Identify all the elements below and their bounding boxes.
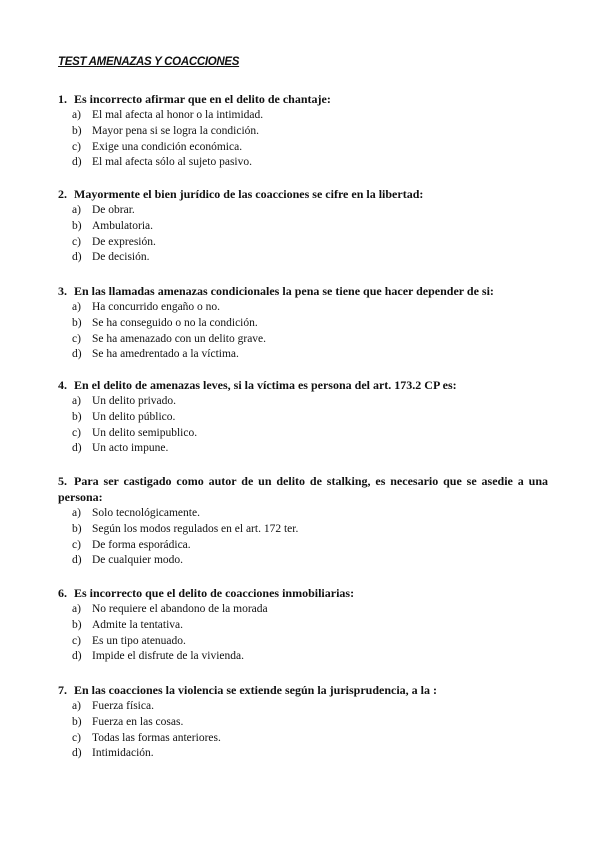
option-letter: c)	[72, 731, 81, 744]
option-text: Todas las formas anteriores.	[92, 731, 221, 744]
option-text: Ambulatoria.	[92, 219, 153, 232]
option-list	[58, 699, 548, 762]
question-number: 7.	[58, 683, 67, 697]
option-a	[58, 394, 548, 410]
option-d	[58, 553, 548, 569]
option-text: El mal afecta sólo al sujeto pasivo.	[92, 156, 252, 169]
page-title: TEST AMENAZAS Y COACCIONES	[58, 56, 240, 68]
option-text: Un delito semipublico.	[92, 426, 198, 439]
option-b	[58, 618, 548, 634]
question-text	[58, 682, 548, 698]
option-letter: c)	[72, 332, 81, 345]
question-label: Es incorrecto afirmar que en el delito de chantaje:	[74, 92, 331, 106]
option-letter: c)	[72, 426, 81, 439]
option-letter: a)	[72, 204, 81, 216]
question-label: En el delito de amenazas leves, si la víctima es persona del art. 173.2 CP es:	[74, 378, 457, 392]
option-text: Se ha amenazado con un delito grave.	[92, 332, 267, 345]
option-letter: d)	[72, 442, 82, 455]
question-text	[58, 473, 548, 505]
question-text	[58, 377, 548, 393]
option-letter: b)	[72, 410, 82, 423]
option-letter: b)	[72, 618, 82, 631]
option-letter: d)	[72, 650, 82, 663]
option-text: Según los modos regulados en el art. 172 ter.	[92, 522, 299, 535]
option-text: De forma esporádica.	[92, 538, 191, 551]
question-number: 1.	[58, 92, 67, 106]
question-1	[58, 91, 548, 171]
option-text: Un delito privado.	[92, 395, 176, 407]
option-letter: b)	[72, 124, 82, 137]
option-list	[58, 300, 548, 363]
option-text: Se ha amedrentado a la víctima.	[92, 348, 239, 361]
option-a	[58, 300, 548, 316]
option-list	[58, 108, 548, 171]
option-text: Admite la tentativa.	[92, 618, 184, 631]
option-letter: a)	[72, 603, 81, 615]
question-number: 5.	[58, 474, 67, 488]
question-label: En las coacciones la violencia se extiende según la jurisprudencia, a la :	[74, 683, 437, 697]
option-c	[58, 235, 548, 251]
option-text: Un acto impune.	[92, 442, 169, 455]
option-d	[58, 347, 548, 363]
option-c	[58, 634, 548, 650]
option-c	[58, 140, 548, 156]
question-6	[58, 585, 548, 665]
option-letter: b)	[72, 316, 82, 329]
option-text: Fuerza física.	[92, 700, 154, 712]
option-letter: a)	[72, 301, 81, 313]
question-number: 3.	[58, 284, 67, 298]
question-2	[58, 186, 548, 266]
option-letter: b)	[72, 715, 82, 728]
option-text: Exige una condición económica.	[92, 140, 243, 153]
option-a	[58, 108, 548, 124]
option-letter: a)	[72, 395, 81, 407]
option-letter: c)	[72, 538, 81, 551]
option-a	[58, 203, 548, 219]
question-text	[58, 186, 548, 202]
option-text: De expresión.	[92, 235, 156, 248]
option-a	[58, 699, 548, 715]
option-text: Intimidación.	[92, 747, 154, 760]
option-text: Fuerza en las cosas.	[92, 715, 184, 728]
question-label: En las llamadas amenazas condicionales la pena se tiene que hacer depender de si:	[74, 284, 494, 298]
question-number: 4.	[58, 378, 67, 392]
question-label: Para ser castigado como autor de un delito de stalking, es necesario que se asedie a una persona:	[58, 474, 548, 504]
option-list	[58, 602, 548, 665]
option-letter: b)	[72, 219, 82, 232]
option-c	[58, 426, 548, 442]
question-number: 6.	[58, 586, 67, 600]
option-text: Impide el disfrute de la vivienda.	[92, 650, 245, 663]
option-d	[58, 746, 548, 762]
option-letter: d)	[72, 554, 82, 567]
option-b	[58, 522, 548, 538]
option-b	[58, 124, 548, 140]
option-a	[58, 506, 548, 522]
question-text	[58, 585, 548, 601]
option-letter: a)	[72, 700, 81, 712]
option-text: Mayor pena si se logra la condición.	[92, 124, 260, 137]
option-list	[58, 394, 548, 457]
question-5	[58, 473, 548, 569]
question-label: Es incorrecto que el delito de coacciones inmobiliarias:	[74, 586, 355, 600]
question-label: Mayormente el bien jurídico de las coacciones se cifre en la libertad:	[74, 187, 424, 201]
option-letter: d)	[72, 747, 82, 760]
question-text	[58, 91, 548, 107]
option-list	[58, 506, 548, 569]
option-text: Solo tecnológicamente.	[92, 507, 200, 519]
question-4	[58, 377, 548, 457]
question-text	[58, 283, 548, 299]
option-b	[58, 715, 548, 731]
question-7	[58, 682, 548, 762]
option-letter: a)	[72, 109, 81, 121]
option-letter: d)	[72, 251, 82, 264]
question-number: 2.	[58, 187, 67, 201]
option-a	[58, 602, 548, 618]
option-letter: c)	[72, 634, 81, 647]
option-text: El mal afecta al honor o la intimidad.	[92, 109, 264, 121]
option-letter: d)	[72, 348, 82, 361]
option-text: Un delito público.	[92, 410, 176, 423]
option-text: De cualquier modo.	[92, 554, 184, 567]
option-c	[58, 731, 548, 747]
option-letter: a)	[72, 507, 81, 519]
option-letter: d)	[72, 156, 82, 169]
option-text: De obrar.	[92, 204, 135, 216]
option-text: Es un tipo atenuado.	[92, 634, 186, 647]
option-text: Se ha conseguido o no la condición.	[92, 316, 258, 329]
option-letter: b)	[72, 522, 82, 535]
option-letter: c)	[72, 235, 81, 248]
option-c	[58, 538, 548, 554]
option-b	[58, 316, 548, 332]
option-c	[58, 332, 548, 348]
question-3	[58, 283, 548, 363]
option-d	[58, 441, 548, 457]
option-b	[58, 410, 548, 426]
option-d	[58, 649, 548, 665]
option-b	[58, 219, 548, 235]
option-text: No requiere el abandono de la morada	[92, 603, 268, 615]
option-letter: c)	[72, 140, 81, 153]
option-d	[58, 250, 548, 266]
option-list	[58, 203, 548, 266]
option-d	[58, 155, 548, 171]
option-text: De decisión.	[92, 251, 150, 264]
option-text: Ha concurrido engaño o no.	[92, 301, 221, 313]
